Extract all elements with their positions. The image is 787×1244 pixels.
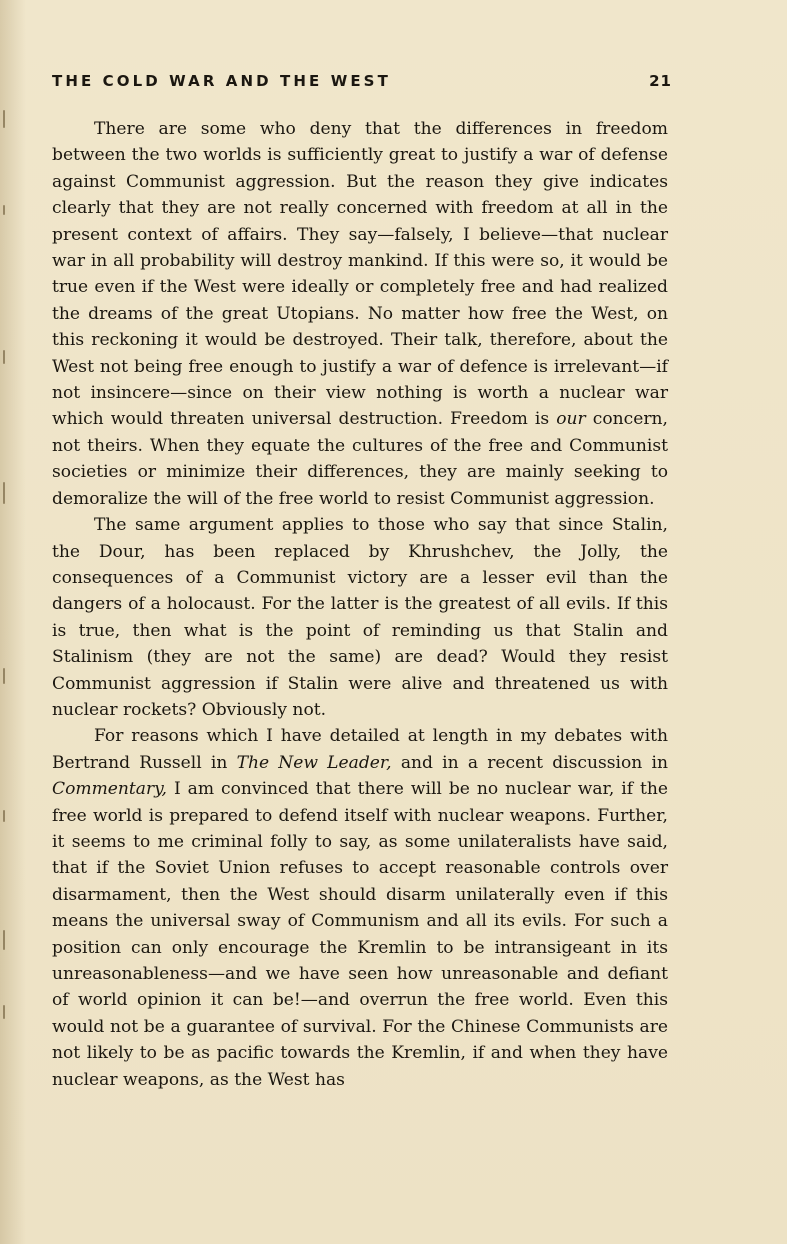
emphasis-text: our <box>556 409 586 430</box>
running-header <box>52 72 672 94</box>
text-segment: and in a recent discussion in <box>391 752 668 773</box>
page-edge-marks <box>0 0 14 1244</box>
text-segment: concern, not theirs. When they equate the cultures of the free and Communist societies or minimize their differences, they are mainly seeking to demoralize the will of the free world to resist Communist aggression. <box>52 409 668 509</box>
page-number: 21 <box>649 72 672 90</box>
paragraph <box>52 512 668 723</box>
text-segment: There are some who deny that the differences in freedom between the two worlds is sufficiently great to justify a war of defense against Communist aggression. But the reason they give indicates clearly that they are not really concerned with freedom at all in the present context of affairs. They say—falsely, I believe—that nuclear war in all probability will destroy mankind. If this were so, it would be true even if the West were ideally or completely free and had realized the dreams of the great Utopians. No matter how free the West, on this reckoning it would be destroyed. Their talk, therefore, about the West not being free enough to justify a war of defence is irrelevant—if not insincere—since on their view nothing is worth a nuclear war which would threaten universal destruction. Freedom is <box>52 119 668 430</box>
text-segment: I am convinced that there will be no nuclear war, if the free world is prepared to defend itself with nuclear weapons. Further, it seems to me criminal folly to say, as some unilateralists have said, that if the Soviet Union refuses to accept reasonable controls over disarmament, then the West should disarm unilaterally even if this means the universal sway of Communism and all its evils. For such a position can only encourage the Kremlin to be intransigeant in its unreasonableness—and we have seen how unreasonable and defiant of world opinion it can be!—and overrun the free world. Even this would not be a guarantee of survival. For the Chinese Communists are not likely to be as pacific towards the Kremlin, if and when they have nuclear weapons, as the West has <box>52 779 668 1090</box>
body-text <box>52 116 668 1093</box>
text-segment: The same argument applies to those who say that since Stalin, the Dour, has been replaced by Khrushchev, the Jolly, the consequences of a Communist victory are a lesser evil than the dangers of a holocaust. For the latter is the greatest of all evils. If this is true, then what is the point of reminding us that Stalin and Stalinism (they are not the same) are dead? Would they resist Communist aggression if Stalin were alive and threatened us with nuclear rockets? Obviously not. <box>52 515 668 720</box>
publication-title: The New Leader, <box>236 752 392 773</box>
publication-title: Commentary, <box>52 779 167 800</box>
paragraph <box>52 116 668 512</box>
running-title: THE COLD WAR AND THE WEST <box>52 72 391 90</box>
text-segment: For reasons which I have detailed at length in my debates with Bertrand Russell in <box>52 726 668 773</box>
paragraph <box>52 723 668 1093</box>
